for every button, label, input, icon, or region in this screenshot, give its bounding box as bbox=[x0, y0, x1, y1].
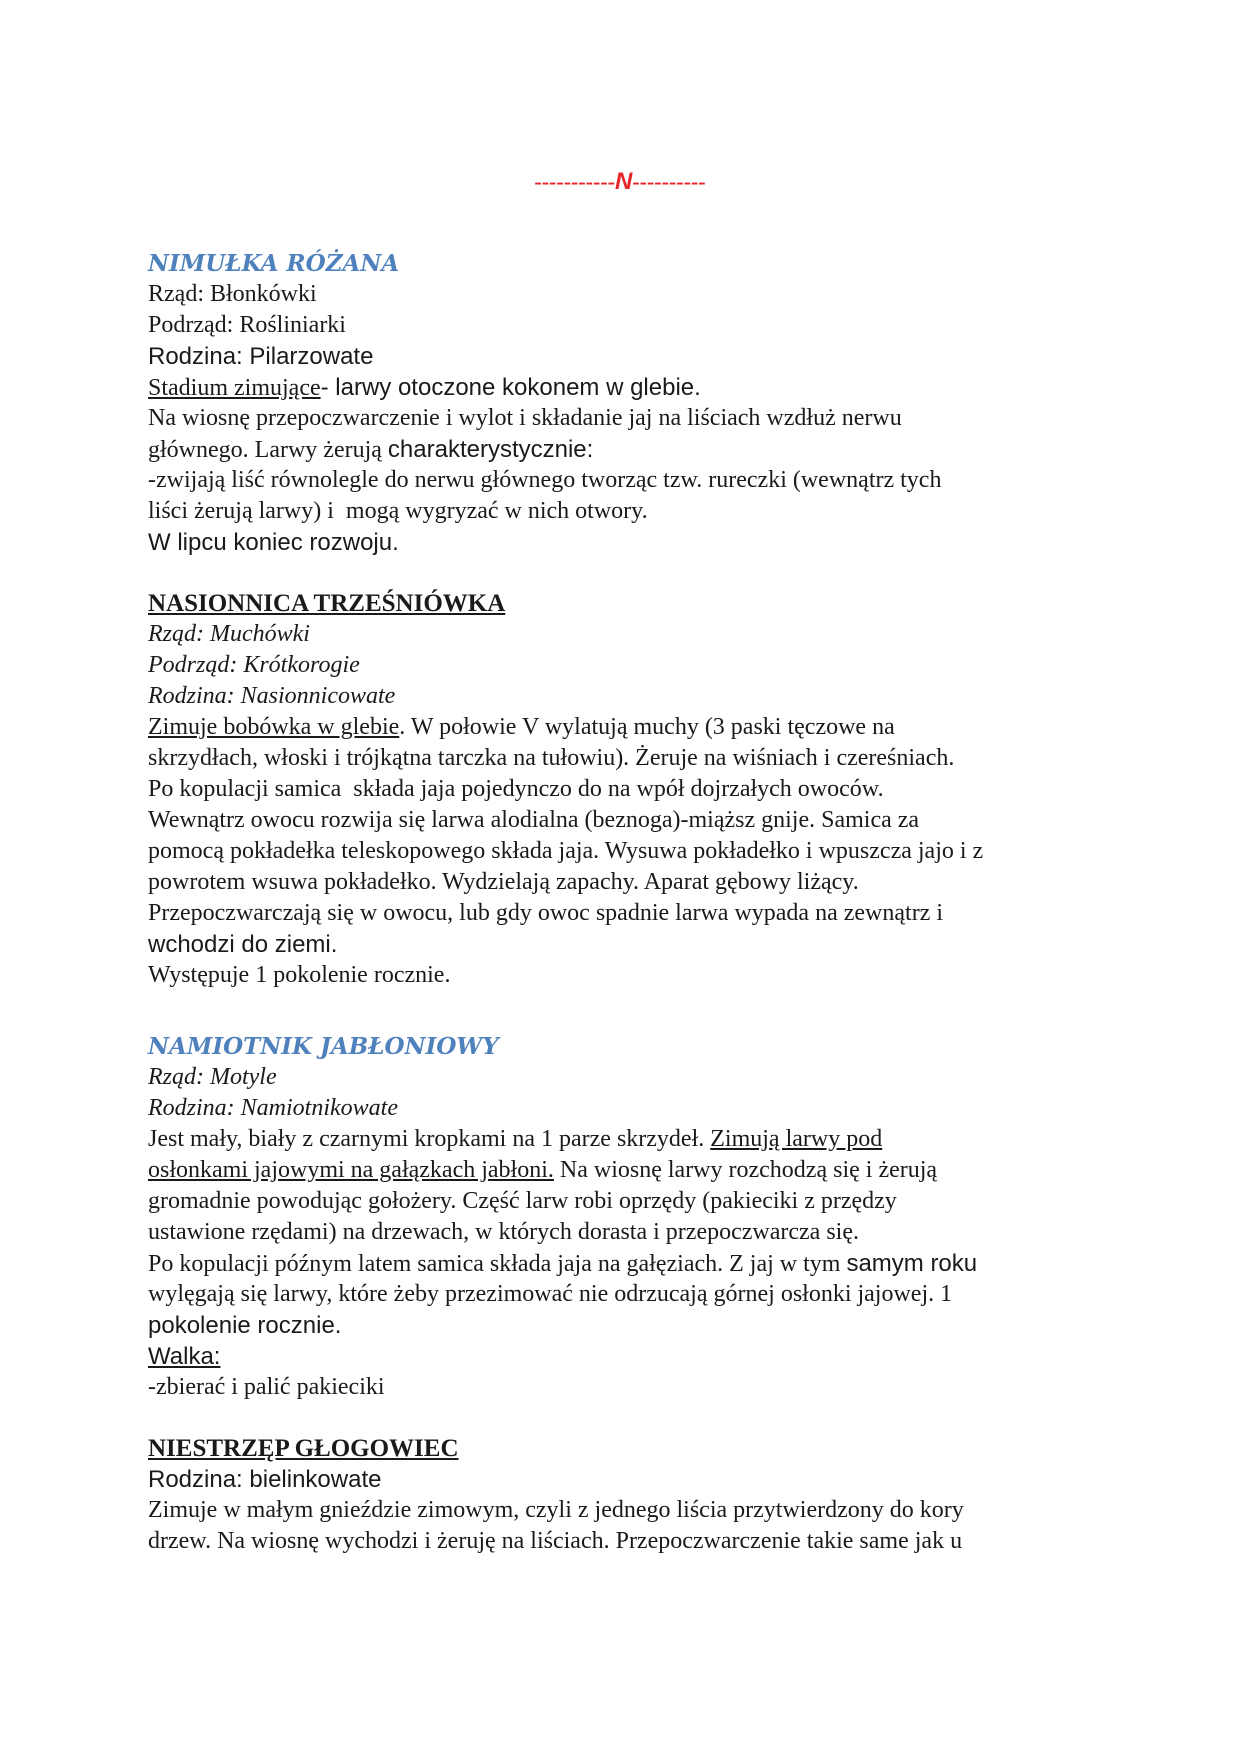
rzad-line: Rząd: Muchówki bbox=[148, 621, 310, 647]
text-span: samym roku bbox=[846, 1250, 978, 1277]
text-span-underlined: Zimują larwy pod bbox=[710, 1126, 883, 1152]
rodzina-line: Rodzina: Pilarzowate bbox=[148, 343, 374, 370]
text-span: Po kopulacji późnym latem samica składa jaja na gałęziach. Z jaj w tym bbox=[148, 1251, 847, 1277]
paragraph-line: -zbierać i palić pakieciki bbox=[148, 1374, 385, 1400]
text-span: głównego. Larwy żerują bbox=[148, 437, 388, 463]
paragraph-line: pokolenie rocznie. bbox=[148, 1312, 342, 1339]
paragraph-line bbox=[148, 1155, 1108, 1186]
paragraph-line: wchodzi do ziemi. bbox=[148, 931, 338, 958]
paragraph-line: skrzydłach, włoski i trójkątna tarczka na tułowiu). Żeruje na wiśniach i czereśniach. bbox=[148, 745, 955, 771]
text-span: Jest mały, biały z czarnymi kropkami na 1 parze skrzydeł. bbox=[148, 1126, 711, 1152]
paragraph-line: wylęgają się larwy, które żeby przezimować nie odrzucają górnej osłonki jajowej. 1 bbox=[148, 1281, 953, 1307]
paragraph-line: drzew. Na wiosnę wychodzi i żeruję na liściach. Przepoczwarczenie takie same jak u bbox=[148, 1528, 963, 1554]
rodzina-line: Rodzina: Nasionnicowate bbox=[148, 683, 396, 709]
paragraph-line bbox=[148, 1124, 1108, 1155]
paragraph-line: -zwijają liść równolegle do nerwu głównego tworząc tzw. rureczki (wewnątrz tych bbox=[148, 467, 942, 493]
paragraph-line: W lipcu koniec rozwoju. bbox=[148, 529, 399, 556]
title-dashes-left: ----------- bbox=[534, 169, 615, 194]
paragraph-line: pomocą pokładełka teleskopowego składa jaja. Wysuwa pokładełko i wpuszcza jajo i z bbox=[148, 838, 984, 864]
paragraph-line: Przepoczwarczają się w owocu, lub gdy owoc spadnie larwa wypada na zewnątrz i bbox=[148, 900, 943, 926]
section-heading-nasionnica: NASIONNICA TRZEŚNIÓWKA bbox=[148, 590, 506, 617]
walka-label: Walka: bbox=[148, 1343, 221, 1370]
podrzad-line: Podrząd: Krótkorogie bbox=[148, 652, 360, 678]
rodzina-line: Rodzina: bielinkowate bbox=[148, 1466, 382, 1493]
section-heading-niestrzep: NIESTRZĘP GŁOGOWIEC bbox=[148, 1435, 459, 1462]
paragraph-line bbox=[148, 372, 1108, 403]
paragraph-line: Na wiosnę przepoczwarczenie i wylot i składanie jaj na liściach wzdłuż nerwu bbox=[148, 405, 902, 431]
stadium-label: Stadium zimujące bbox=[148, 375, 321, 401]
paragraph-line: liści żerują larwy) i mogą wygryzać w nich otwory. bbox=[148, 498, 648, 524]
podrzad-line: Podrząd: Rośliniarki bbox=[148, 312, 346, 338]
paragraph-line: ustawione rzędami) na drzewach, w których dorasta i przepoczwarcza się. bbox=[148, 1219, 859, 1245]
paragraph-line: Występuje 1 pokolenie rocznie. bbox=[148, 962, 451, 988]
rodzina-line: Rodzina: Namiotnikowate bbox=[148, 1095, 398, 1121]
page-title bbox=[0, 168, 1240, 196]
paragraph-line bbox=[148, 1248, 1108, 1279]
text-span: . W połowie V wylatują muchy (3 paski tęczowe na bbox=[399, 714, 895, 740]
spacer bbox=[148, 991, 1108, 1031]
section-heading-namiotnik: NAMIOTNIK JABŁONIOWY bbox=[148, 1033, 499, 1060]
rzad-line: Rząd: Motyle bbox=[148, 1064, 277, 1090]
title-letter: N bbox=[614, 168, 633, 195]
paragraph-line: Po kopulacji samica składa jaja pojedynczo do na wpół dojrzałych owoców. bbox=[148, 776, 884, 802]
paragraph-line bbox=[148, 434, 1108, 465]
text-span-underlined: osłonkami jajowymi na gałązkach jabłoni. bbox=[148, 1157, 554, 1183]
rzad-line: Rząd: Błonkówki bbox=[148, 281, 317, 307]
title-dashes-right: ---------- bbox=[632, 169, 706, 194]
document-body bbox=[148, 248, 1108, 1557]
paragraph-line: Wewnątrz owocu rozwija się larwa alodialna (beznoga)-miąższ gnije. Samica za bbox=[148, 807, 920, 833]
text-span: charakterystycznie: bbox=[387, 436, 594, 463]
paragraph-line bbox=[148, 712, 1108, 743]
spacer bbox=[148, 558, 1108, 588]
spacer bbox=[148, 1403, 1108, 1433]
zimuje-label: Zimuje bobówka w glebie bbox=[148, 714, 400, 740]
stadium-text: - larwy otoczone kokonem w glebie. bbox=[320, 374, 701, 401]
paragraph-line: Zimuje w małym gnieździe zimowym, czyli z jednego liścia przytwierdzony do kory bbox=[148, 1497, 964, 1523]
paragraph-line: powrotem wsuwa pokładełko. Wydzielają zapachy. Aparat gębowy liżący. bbox=[148, 869, 859, 895]
paragraph-line: gromadnie powodując gołożery. Część larw robi oprzędy (pakieciki z przędzy bbox=[148, 1188, 897, 1214]
section-heading-nimulka: NIMUŁKA RÓŻANA bbox=[148, 250, 400, 277]
text-span: Na wiosnę larwy rozchodzą się i żerują bbox=[553, 1157, 938, 1183]
